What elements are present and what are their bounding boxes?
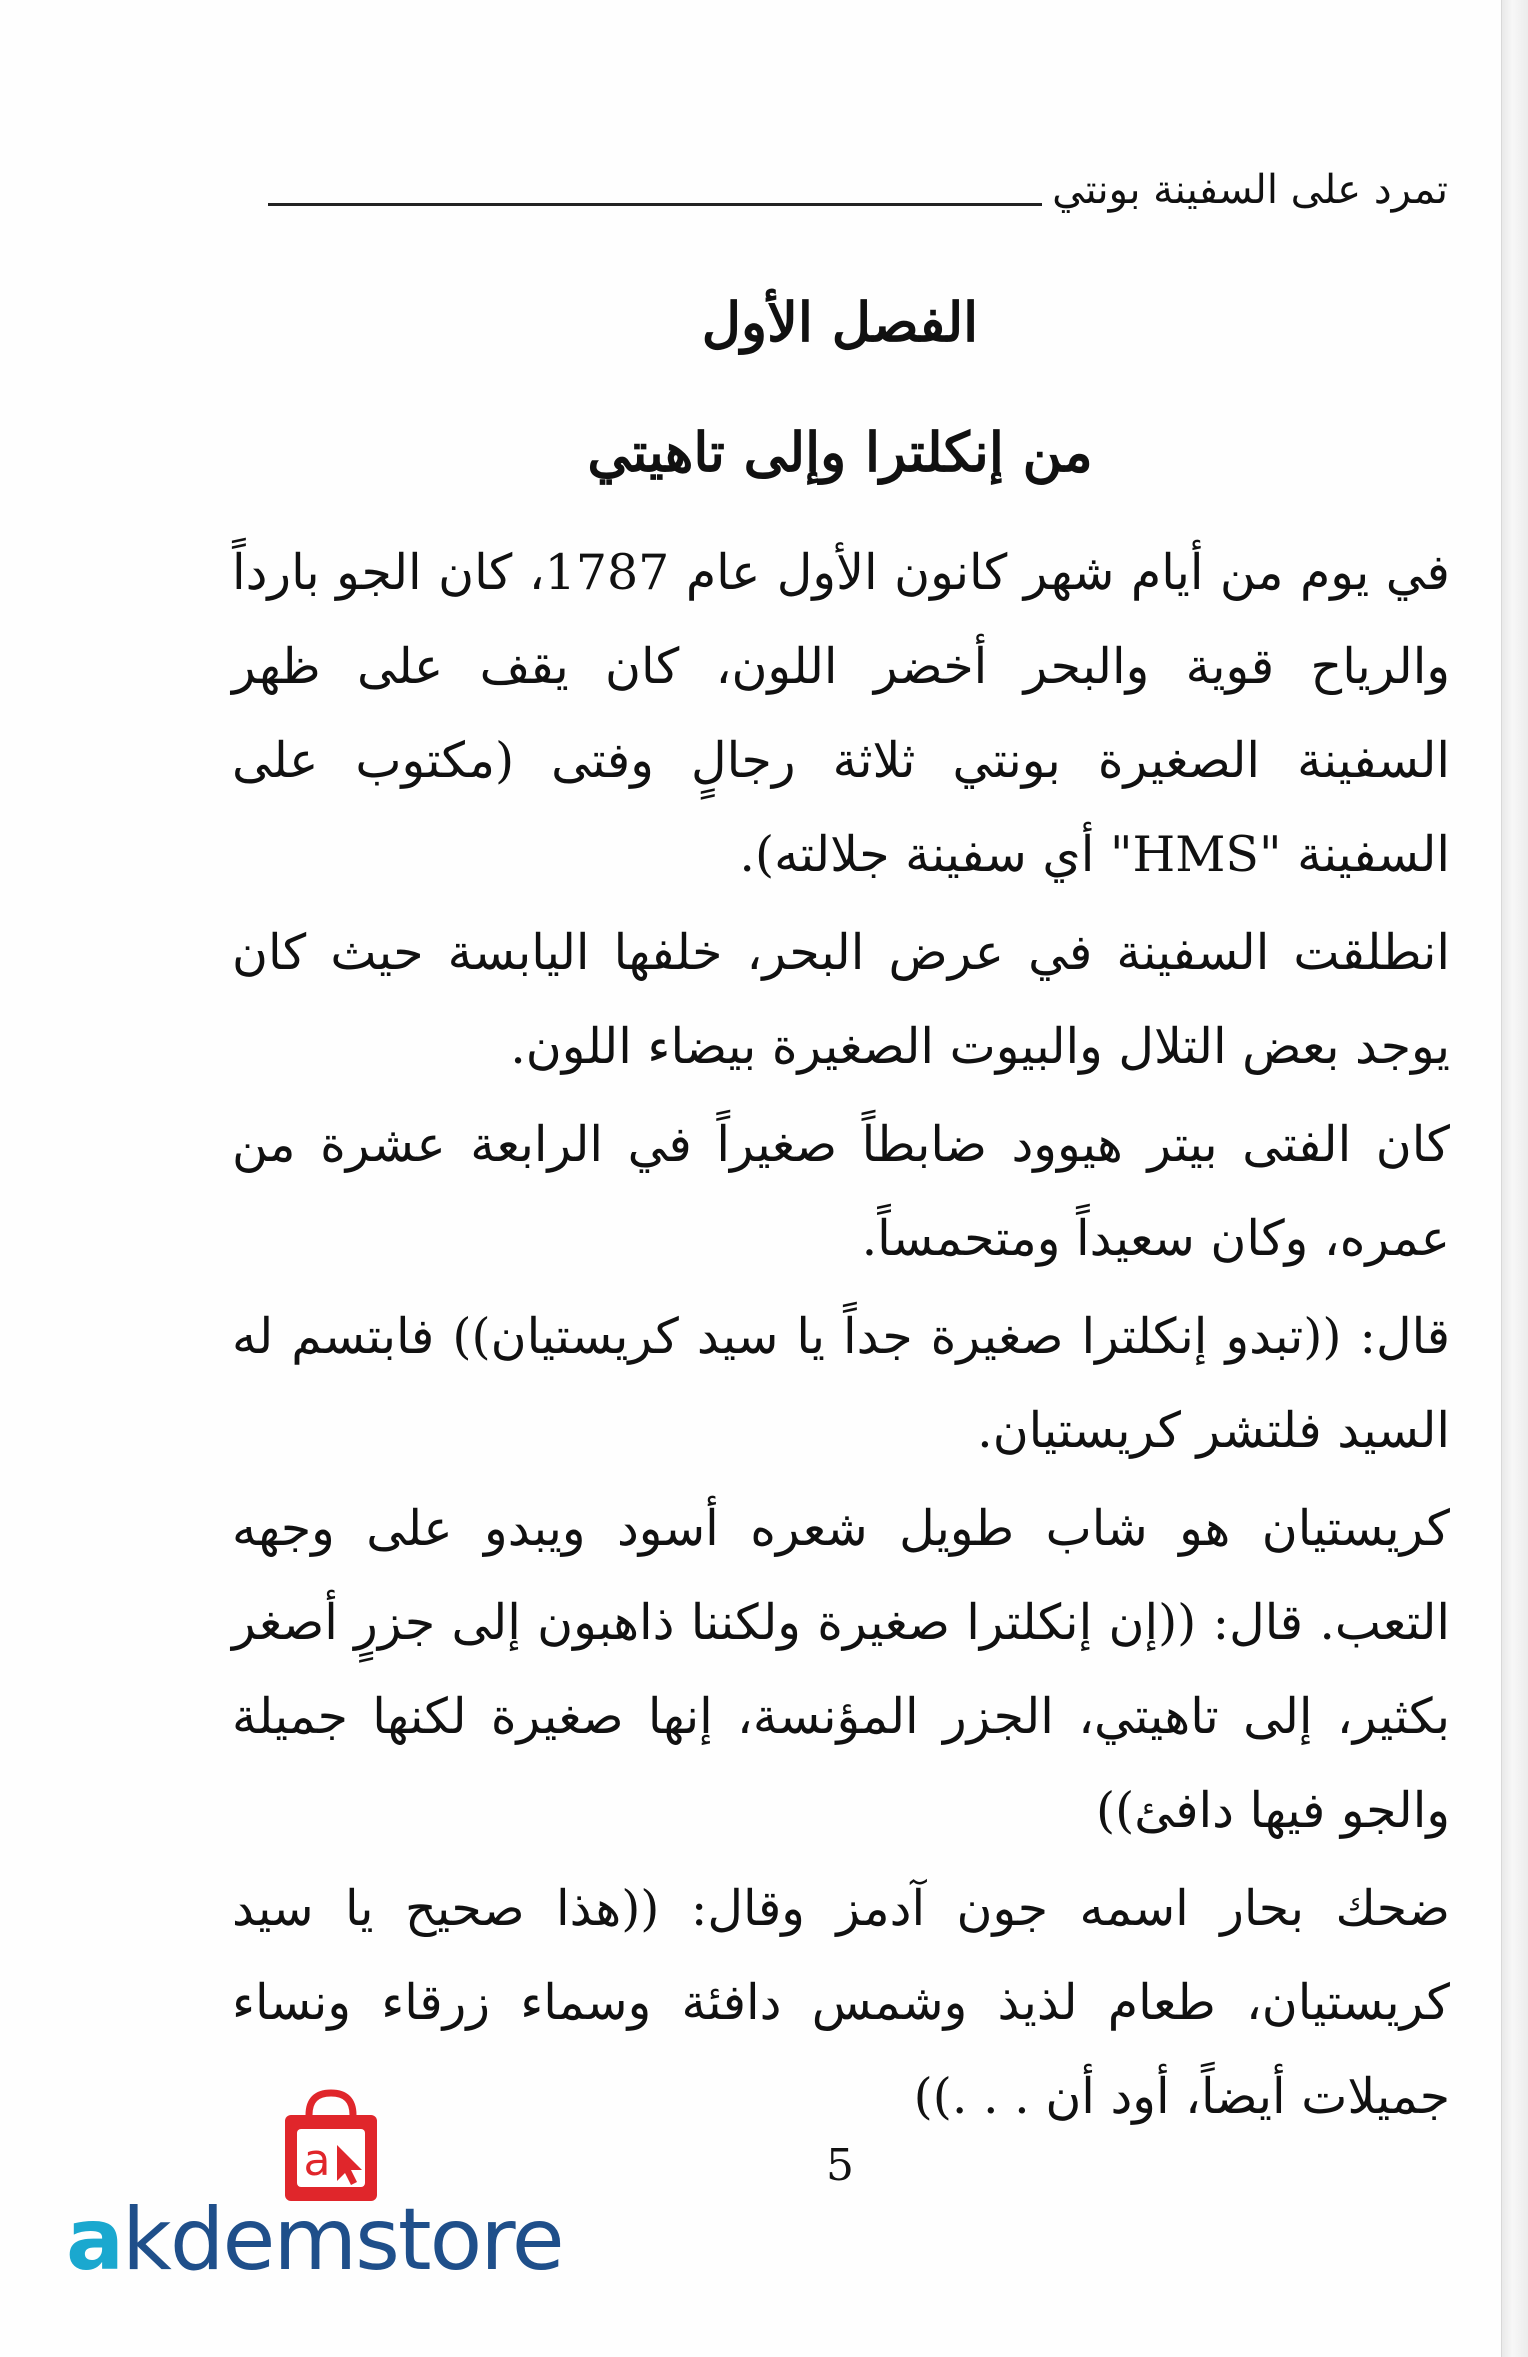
- chapter-title: من إنكلترا وإلى تاهيتي: [587, 420, 1093, 484]
- running-head: [268, 150, 1448, 213]
- running-head-rule: [268, 203, 1042, 206]
- running-head-title: تمرد على السفينة بونتي: [1052, 167, 1448, 213]
- bag-letter: a: [303, 2135, 331, 2186]
- paragraph: كريستيان هو شاب طويل شعره أسود ويبدو على وجهه التعب. قال: ((إن إنكلترا صغيرة ولكننا ذاهبون إلى جزرٍ أصغر بكثير، إلى تاهيتي، الجزر المؤنسة، إنها صغيرة لكنها جميلة والجو فيها دافئ)): [232, 1500, 1450, 1839]
- brand-rest: kdemstore: [122, 2190, 563, 2290]
- paragraph: ضحك بحار اسمه جون آدمز وقال: ((هذا صحيح يا سيد كريستيان، طعام لذيذ وشمس دافئة وسماء زرقاء ونساء جميلات أيضاً، أود أن . . .)): [232, 1880, 1450, 2125]
- body-text: [232, 526, 1450, 2144]
- chapter-number: الفصل الأول: [701, 290, 979, 354]
- shopping-bag-icon: [271, 2085, 391, 2205]
- brand-wordmark: [66, 2190, 596, 2290]
- paragraph: انطلقت السفينة في عرض البحر، خلفها اليابسة حيث كان يوجد بعض التلال والبيوت الصغيرة بيضاء اللون.: [232, 924, 1450, 1075]
- akdemstore-watermark: [66, 2085, 596, 2290]
- paragraph: في يوم من أيام شهر كانون الأول عام 1787، كان الجو بارداً والرياح قوية والبحر أخضر اللون، كان يقف على ظهر السفينة الصغيرة بونتي ثلاثة رجالٍ وفتى (مكتوب على السفينة "HMS" أي سفينة جلالته).: [232, 544, 1450, 883]
- paragraph: كان الفتى بيتر هيوود ضابطاً صغيراً في الرابعة عشرة من عمره، وكان سعيداً ومتحمساً.: [232, 1116, 1450, 1267]
- paragraph: قال: ((تبدو إنكلترا صغيرة جداً يا سيد كريستيان)) فابتسم له السيد فلتشر كريستيان.: [232, 1308, 1450, 1459]
- page-edge: [1501, 0, 1528, 2357]
- brand-prefix: a: [66, 2190, 123, 2290]
- page-number: 5: [826, 2140, 854, 2191]
